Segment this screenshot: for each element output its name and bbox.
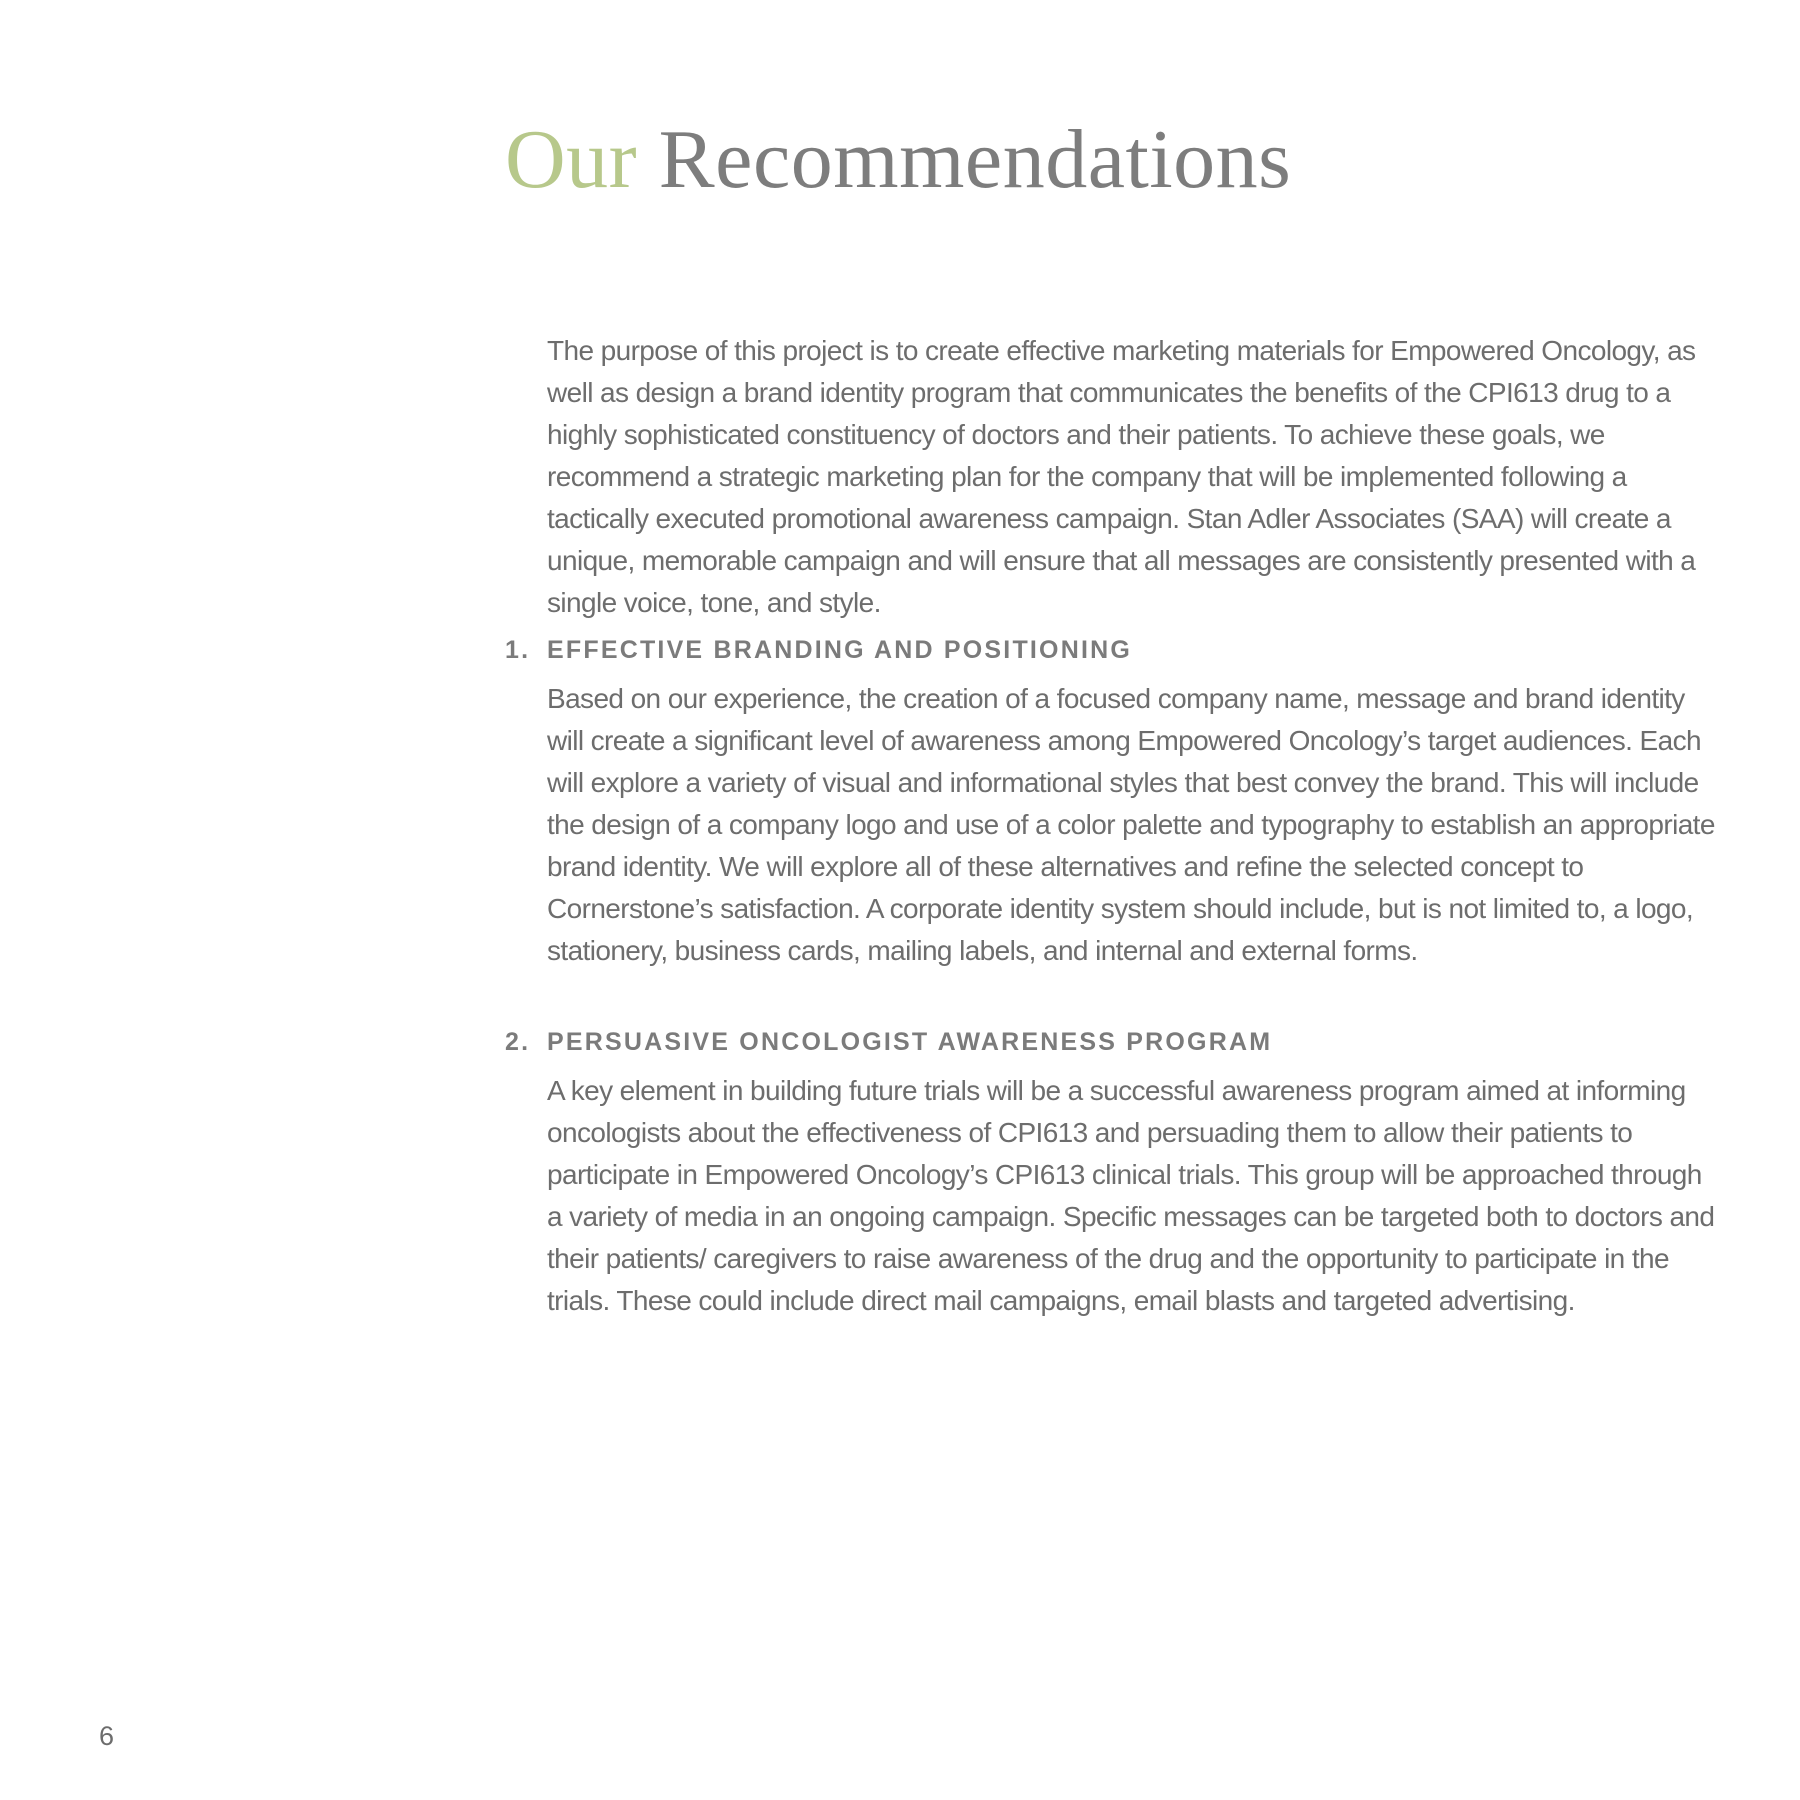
page-title [505, 113, 1292, 206]
title-rest: Recommendations [658, 113, 1292, 206]
section-number: 2. [505, 1028, 531, 1056]
section-body: A key element in building future trials will be a successful awareness program aimed at informing oncologists about the effectiveness of CPI613 and persuading them to allow their patients to participate in Empowered Oncology’s CPI613 clinical trials. This group will be approached through a variety of media in an ongoing campaign. Specific messages can be targeted both to doctors and their patients/ caregivers to raise awareness of the drug and the opportunity to participate in the trials. These could include direct mail campaigns, email blasts and targeted advertising. [547, 1075, 1715, 1316]
section-number: 1. [505, 636, 531, 664]
section-branding [505, 630, 1717, 972]
section-heading [505, 630, 1717, 670]
section-body: Based on our experience, the creation of a focused company name, message and brand identity will create a significant level of awareness among Empowered Oncology’s target audiences. Each will explore a variety of visual and informational styles that best convey the brand. This will include the design of a company logo and use of a color palette and typography to establish an appropriate brand identity. We will explore all of these alternatives and refine the selected concept to Cornerstone’s satisfaction. A corporate identity system should include, but is not limited to, a logo, stationery, business cards, mailing labels, and internal and external forms. [547, 683, 1715, 966]
section-title: EFFECTIVE BRANDING AND POSITIONING [547, 636, 1133, 664]
section-awareness-program [505, 1022, 1717, 1322]
title-accent-word: Our [505, 113, 638, 206]
section-heading [505, 1022, 1717, 1062]
intro-paragraph: The purpose of this project is to create effective marketing materials for Empowered Oncology, as well as design a brand identity program that communicates the benefits of the CPI613 drug to a highly sophisticated constituency of doctors and their patients. To achieve these goals, we recommend a strategic marketing plan for the company that will be implemented following a tactically executed promotional awareness campaign. Stan Adler Associates (SAA) will create a unique, memorable campaign and will ensure that all messages are consistently presented with a single voice, tone, and style. [547, 335, 1696, 618]
section-title: PERSUASIVE ONCOLOGIST AWARENESS PROGRAM [547, 1028, 1273, 1056]
page-number: 6 [99, 1721, 115, 1751]
